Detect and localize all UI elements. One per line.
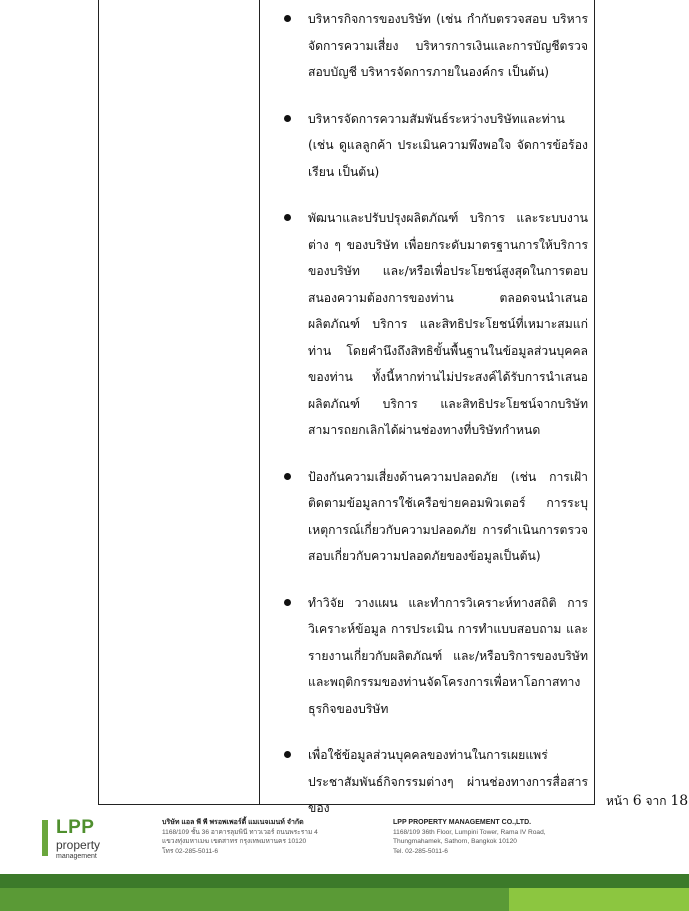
- company-address-thai-2: แขวงทุ่งมหาเมฆ เขตสาทร กรุงเทพมหานคร 10120: [162, 838, 307, 845]
- bullet-item: [280, 106, 588, 186]
- logo-bar-icon: [42, 820, 48, 856]
- bullet-dot-icon: [284, 115, 291, 122]
- bullet-item: [280, 205, 588, 444]
- page-number: [606, 792, 688, 811]
- bullet-dot-icon: [284, 214, 291, 221]
- company-address-thai-1: 1168/109 ชั้น 36 อาคารลุมพินี ทาวเวอร์ ถนนพระราม 4: [162, 828, 318, 836]
- company-phone-thai: โทร 02-285-5011-6: [162, 847, 219, 855]
- logo-management-text: management: [56, 853, 97, 860]
- page-footer: [0, 816, 689, 876]
- lpp-logo: [42, 817, 122, 864]
- bullet-item: [280, 464, 588, 570]
- bullet-text: ทำวิจัย วางแผน และทำการวิเคราะห์ทางสถิติ การวิเคราะห์ข้อมูล การประเมิน การทำแบบสอบถาม และรายงานเกี่ยวกับผลิตภัณฑ์ และ/หรือบริการของบริษัทและพฤติกรรมของท่านจัดโครงการเพื่อหาโอกาสทางธุรกิจของบริษัท: [308, 595, 588, 716]
- table-column-divider: [259, 0, 260, 805]
- company-address-english-2: Thungmahamek, Sathorn, Bangkok 10120: [393, 838, 517, 845]
- page-current: 6: [632, 793, 642, 809]
- bullet-text: เพื่อใช้ข้อมูลส่วนบุคคลของท่านในการเผยแพร่ประชาสัมพันธ์กิจกรรมต่างๆ ผ่านช่องทางการสื่อสารของ: [308, 748, 588, 815]
- bullet-text: ป้องกันความเสี่ยงด้านความปลอดภัย (เช่น การเฝ้าติดตามข้อมูลการใช้เครือข่ายคอมพิวเตอร์ การระบุเหตุการณ์เกี่ยวกับความปลอดภัย การดำเนินการตรวจสอบเกี่ยวกับความปลอดภัยของข้อมูลเป็นต้น): [308, 469, 588, 563]
- purpose-bullet-list: [280, 6, 588, 842]
- company-name-thai: บริษัท แอล พี พี พรอพเพอร์ตี้ แมเนจเมนท์ จำกัด: [162, 819, 304, 826]
- footer-stripe-dark: [0, 874, 689, 888]
- logo-property-text: property: [56, 838, 101, 852]
- logo-lpp-text: LPP: [56, 817, 95, 838]
- bullet-text: บริหารกิจการของบริษัท (เช่น กำกับตรวจสอบ บริหารจัดการความเสี่ยง บริหารการเงินและการบัญชีตรวจสอบบัญชี บริหารจัดการภายในองค์กร เป็นต้น): [308, 12, 588, 79]
- footer-stripe-light: [509, 888, 689, 911]
- bullet-dot-icon: [284, 15, 291, 22]
- page-label: หน้า: [606, 794, 629, 808]
- company-address-english-1: 1168/109 36th Floor, Lumpini Tower, Rama IV Road,: [393, 828, 546, 836]
- bullet-text: พัฒนาและปรับปรุงผลิตภัณฑ์ บริการ และระบบงานต่าง ๆ ของบริษัท เพื่อยกระดับมาตรฐานการให้บริการของบริษัท และ/หรือเพื่อประโยชน์สูงสุดในการตอบสนองความต้องการของท่าน ตลอดจนนำเสนอผลิตภัณฑ์ บริการ และสิทธิประโยชน์ที่เหมาะสมแก่ท่าน โดยคำนึงถึงสิทธิขั้นพื้นฐานในข้อมูลส่วนบุคคลของท่าน ทั้งนี้หากท่านไม่ประสงค์ได้รับการนำเสนอผลิตภัณฑ์ บริการ และสิทธิประโยชน์จากบริษัท สามารถยกเลิกได้ผ่านช่องทางที่บริษัทกำหนด: [308, 211, 588, 437]
- company-phone-english: Tel. 02-285-5011-6: [393, 847, 448, 855]
- footer-stripe: [0, 888, 689, 911]
- bullet-text: บริหารจัดการความสัมพันธ์ระหว่างบริษัทและท่าน (เช่น ดูแลลูกค้า ประเมินความพึงพอใจ จัดการข้อร้องเรียน เป็นต้น): [308, 111, 588, 179]
- bullet-item: [280, 6, 588, 86]
- company-info-thai: [162, 818, 362, 856]
- bullet-item: [280, 590, 588, 723]
- company-info-english: [393, 818, 603, 856]
- bullet-dot-icon: [284, 473, 291, 480]
- company-name-english: LPP PROPERTY MANAGEMENT CO.,LTD.: [393, 819, 532, 826]
- bullet-dot-icon: [284, 751, 291, 758]
- bullet-dot-icon: [284, 599, 291, 606]
- bullet-item: [280, 742, 588, 822]
- page-total: 18: [670, 793, 689, 809]
- page-of: จาก: [645, 794, 667, 808]
